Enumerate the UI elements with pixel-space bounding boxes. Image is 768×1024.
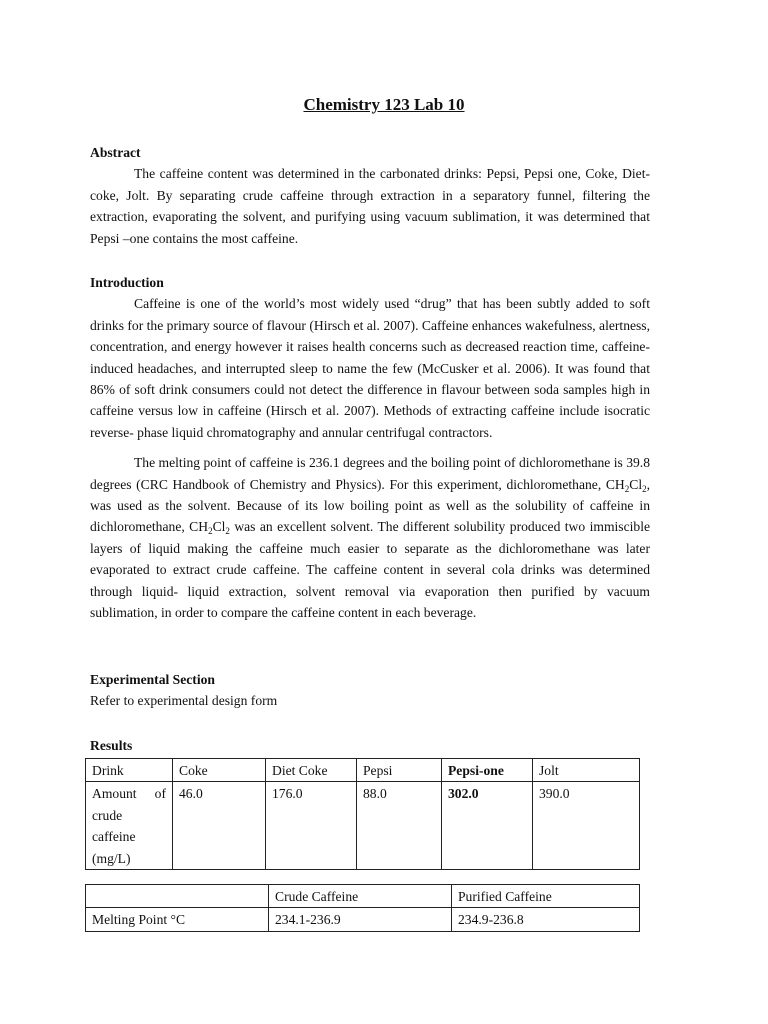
table-cell <box>86 885 269 908</box>
abstract-heading: Abstract <box>90 145 141 160</box>
experimental-section <box>90 669 650 712</box>
table-cell: 234.1-236.9 <box>269 908 452 931</box>
table-cell: Jolt <box>533 759 640 782</box>
experimental-heading: Experimental Section <box>90 672 215 687</box>
table-cell: 88.0 <box>357 782 442 870</box>
introduction-section <box>90 272 650 624</box>
table-cell: Drink <box>86 759 173 782</box>
table-cell: Pepsi <box>357 759 442 782</box>
table-cell: 390.0 <box>533 782 640 870</box>
introduction-heading: Introduction <box>90 275 164 290</box>
table-cell: Diet Coke <box>266 759 357 782</box>
caffeine-amount-table <box>85 758 640 870</box>
table-cell: Melting Point °C <box>86 908 269 931</box>
experimental-text: Refer to experimental design form <box>90 693 278 709</box>
table-row <box>86 759 640 782</box>
table-cell: Purified Caffeine <box>452 885 640 908</box>
table-row <box>86 782 640 870</box>
table-cell: Coke <box>173 759 266 782</box>
table-cell: 302.0 <box>442 782 533 870</box>
abstract-text: The caffeine content was determined in the carbonated drinks: Pepsi, Pepsi one, Coke, Diet-coke, Jolt. By separating crude caffeine through extraction in a separatory funnel, filtering the extraction, evaporating the solvent, and purifying using vacuum sublimation, it was determined that Pepsi –one contains the most caffeine. <box>90 166 650 246</box>
abstract-section <box>90 142 650 249</box>
results-section <box>90 735 650 756</box>
table-row <box>86 885 640 908</box>
table-cell: 234.9-236.8 <box>452 908 640 931</box>
table-row <box>86 908 640 931</box>
page-title: Chemistry 123 Lab 10 <box>303 95 465 114</box>
introduction-paragraph-1: Caffeine is one of the world’s most widely used “drug” that has been subtly added to soft drinks for the primary source of flavour (Hirsch et al. 2007). Caffeine enhances wakefulness, alertness, concentration, and energy however it raises health concerns such as decreased reaction time, caffeine- induced headaches, and interrupted sleep to name the few (McCusker et al. 2006). It was found that 86% of soft drink consumers could not detect the difference in flavour between soda samples high in caffeine versus low in caffeine (Hirsch et al. 2007). Methods of extracting caffeine include isocratic reverse- phase liquid chromatography and annular centrifugal contractors. <box>90 296 650 440</box>
introduction-paragraph-2: The melting point of caffeine is 236.1 degrees and the boiling point of dichloromethane is 39.8 degrees (CRC Handbook of Chemistry and Physics). For this experiment, dichloromethane, $CH_2Cl_2$, was used as the solvent. Because of its low boiling point as well as the solubility of caffeine in dichloromethane, $CH_2Cl_2$ was an excellent solvent. The different solubility produced two immiscible layers of liquid making the caffeine much easier to separate as the dichloromethane was later evaporated to extract crude caffeine. The caffeine content in several cola drinks was determined through liquid- liquid extraction, solvent removal via evaporation then purified by vacuum sublimation, in order to compare the caffeine content in each beverage. <box>90 455 651 621</box>
table-cell: 46.0 <box>173 782 266 870</box>
table-cell: Crude Caffeine <box>269 885 452 908</box>
table-cell: 176.0 <box>266 782 357 870</box>
results-heading: Results <box>90 738 133 753</box>
table-cell: Pepsi-one <box>442 759 533 782</box>
melting-point-table <box>85 884 640 932</box>
table-cell-row-label: Amount of crude caffeine (mg/L) <box>86 782 173 870</box>
